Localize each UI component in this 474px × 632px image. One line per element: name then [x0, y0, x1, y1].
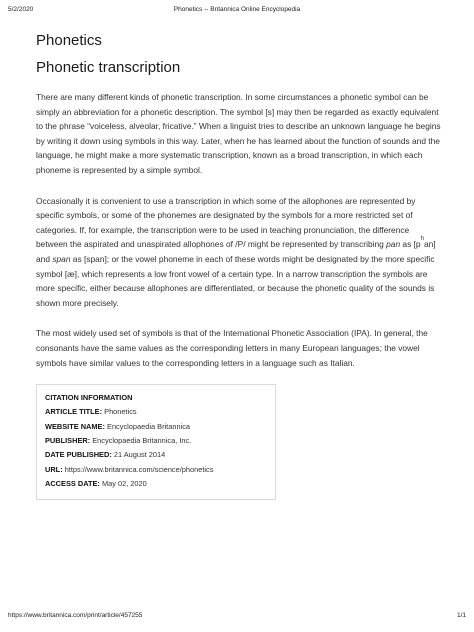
citation-row-website-name [45, 420, 267, 434]
print-header [8, 6, 466, 18]
citation-row-access-date [45, 477, 267, 491]
citation-label: PUBLISHER: [45, 435, 91, 445]
citation-row-date-published [45, 448, 267, 462]
citation-box [36, 384, 276, 500]
citation-label: URL: [45, 464, 63, 474]
print-page-title: Phonetics -- Britannica Online Encyclopedia [173, 6, 301, 13]
citation-value: Encyclopaedia Britannica, Inc. [92, 435, 192, 445]
paragraph-3: The most widely used set of symbols is that of the International Phonetic Association (IPA). In general, the consonants have the same values as the corresponding letters in many European languages; the vowel symbols have similar values to the corresponding letters in a language such as Italian. [36, 328, 428, 368]
citation-value: Phonetics [104, 407, 137, 417]
paragraph-2 [36, 194, 442, 311]
print-footer [8, 612, 466, 624]
citation-row-article-title [45, 405, 267, 419]
citation-row-publisher [45, 434, 267, 448]
citation-label: ARTICLE TITLE: [45, 407, 103, 417]
print-date: 5/2/2020 [8, 6, 34, 13]
page-number: 1/1 [456, 612, 466, 619]
citation-value: 21 August 2014 [113, 450, 166, 460]
paragraph-1: There are many different kinds of phonetic transcription. In some circumstances a phonetic symbol can be simply an abbreviation for a phonetic description. The symbol [s] may then be regarded as exactly equivalent to the phrase “voiceless, alveolar, fricative.” When a linguist tries to describe an unknown language he begins by writing it down using symbols in this way. Later, when he has learned about the function of sounds and the language, he might make a more systematic transcription, known as a broad transcription, in which each phoneme is represented by a simple symbol. [36, 92, 441, 175]
citation-heading: CITATION INFORMATION [45, 393, 133, 403]
citation-label: ACCESS DATE: [45, 478, 100, 488]
citation-label: DATE PUBLISHED: [45, 450, 112, 460]
word-span: span [52, 253, 71, 264]
paragraph-2-part-b: as [p [400, 239, 421, 250]
word-pan: pan [386, 239, 401, 250]
citation-label: WEBSITE NAME: [45, 421, 105, 431]
aspiration-superscript: h [420, 236, 424, 243]
citation-row-url [45, 463, 267, 477]
article-title: Phonetics [36, 32, 102, 49]
paragraph-2-part-a: Occasionally it is convenient to use a transcription in which some of the allophones are represented by specific symbols, or some of the phonemes are designated by the symbols for a more restricted set of categories. If, for example, the transcription were to be used in teaching pronunciation, the difference between the aspirated and unaspirated allophones of /P/ might be represented by transcribing [36, 195, 416, 250]
paragraph-2-part-c: an] and [36, 239, 436, 264]
citation-value: https://www.britannica.com/science/phonetics [64, 464, 214, 474]
paragraph-2-part-d: as [span]; or the vowel phoneme in each of these words might be designated by the more specific symbol [æ], which represents a low front vowel of a certain type. In a narrow transcription the symbols are more specific, either because allophones are differentiated, or because the phonetic quality of the sounds is shown more precisely. [36, 253, 435, 308]
citation-value: Encyclopaedia Britannica [107, 421, 191, 431]
article-content [36, 32, 442, 500]
citation-value: May 02, 2020 [101, 478, 147, 488]
print-url: https://www.britannica.com/print/article/457255 [8, 612, 143, 619]
section-title: Phonetic transcription [36, 59, 181, 76]
